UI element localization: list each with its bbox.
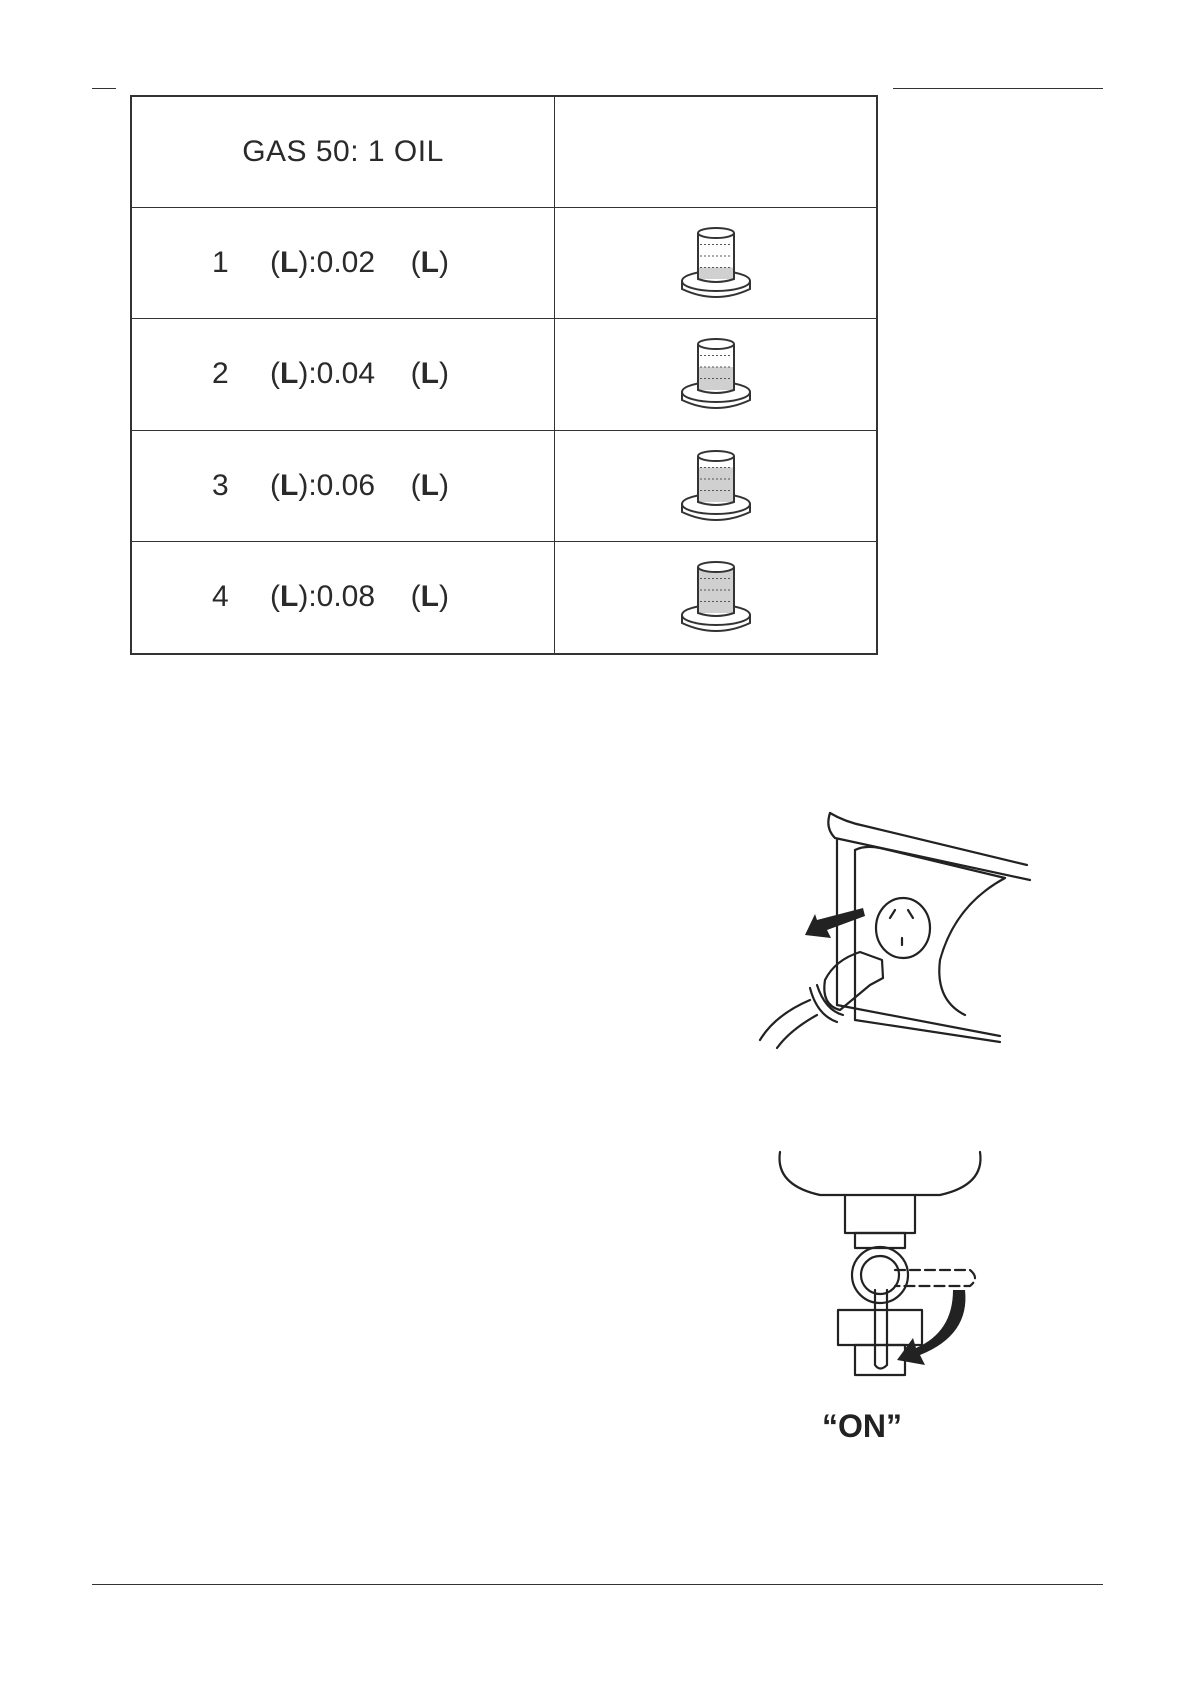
fuel-mix-table (130, 95, 878, 655)
row-value: 0.06 (316, 468, 376, 502)
row-value: 0.04 (316, 357, 376, 391)
row-unit-2: L (420, 580, 439, 614)
table-row-icon-cell (555, 542, 876, 653)
measuring-cup-icon (676, 446, 756, 526)
top-rule-right (893, 88, 1103, 89)
table-row: 2 (L):0.04 (L) (132, 319, 555, 430)
table-row-icon-cell (555, 319, 876, 430)
row-unit: L (280, 246, 299, 280)
table-row-icon-cell (555, 208, 876, 319)
valve-on-label: “ON” (822, 1408, 902, 1444)
row-value: 0.02 (316, 246, 376, 280)
fuel-valve-illustration (775, 1150, 1005, 1400)
bottom-rule (92, 1584, 1103, 1585)
row-number: 2 (212, 357, 229, 391)
measuring-cup-icon (676, 557, 756, 637)
plug-removal-illustration (755, 810, 1035, 1050)
row-value: 0.08 (316, 580, 376, 614)
row-unit: L (280, 357, 299, 391)
table-row: 4 (L):0.08 (L) (132, 542, 555, 653)
table-header-cell (132, 97, 555, 208)
row-number: 4 (212, 580, 229, 614)
table-row-icon-cell (555, 431, 876, 542)
row-number: 1 (212, 246, 229, 280)
row-unit-2: L (420, 468, 439, 502)
row-unit: L (280, 468, 299, 502)
table-header: GAS 50: 1 OIL (242, 135, 444, 169)
row-unit-2: L (420, 246, 439, 280)
row-unit-2: L (420, 357, 439, 391)
measuring-cup-icon (676, 223, 756, 303)
table-row: 1 (L):0.02 (L) (132, 208, 555, 319)
table-header-blank-cell (555, 97, 876, 208)
row-unit: L (280, 580, 299, 614)
top-rule-left (92, 88, 116, 89)
row-number: 3 (212, 468, 229, 502)
measuring-cup-icon (676, 334, 756, 414)
table-row: 3 (L):0.06 (L) (132, 431, 555, 542)
